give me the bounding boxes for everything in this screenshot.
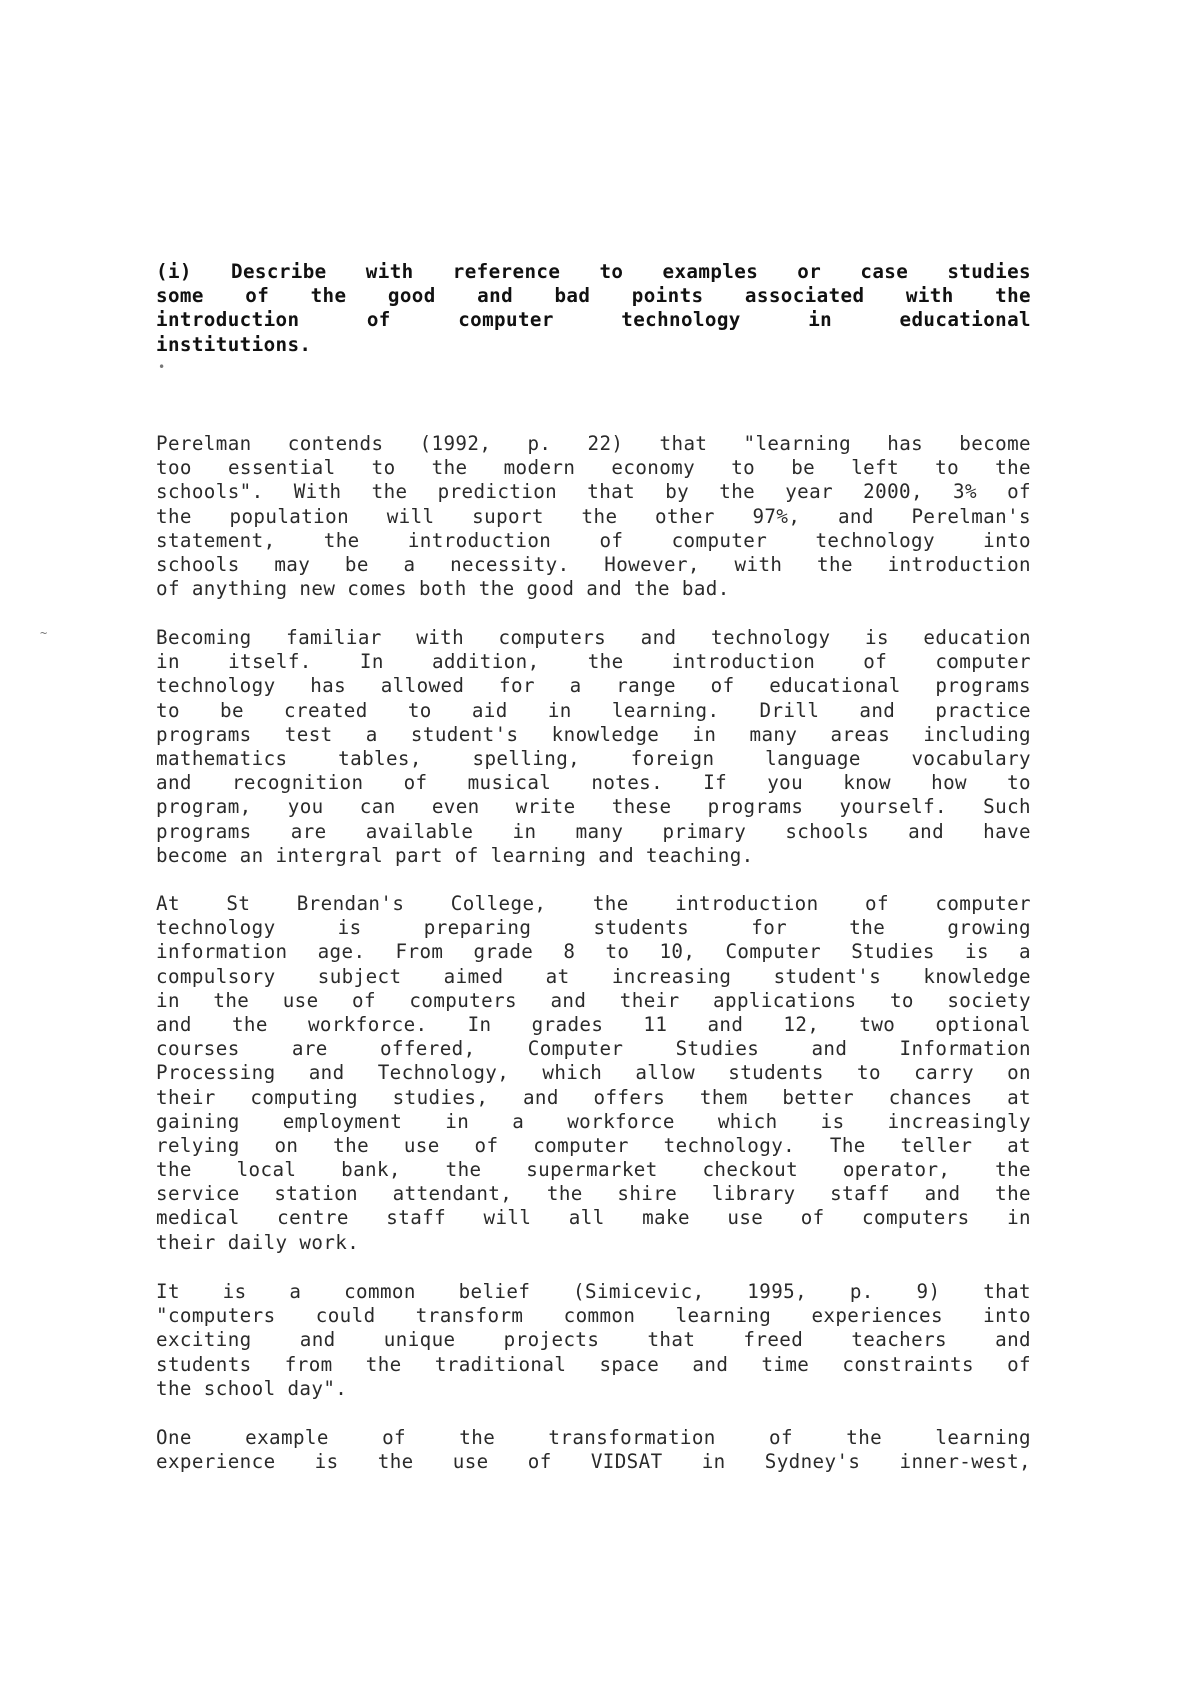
question-heading <box>156 260 1031 357</box>
paragraph-line: courses are offered, Computer Studies and Information <box>156 1037 1031 1061</box>
paragraph-line: the population will suport the other 97%, and Perelman's <box>156 504 1031 528</box>
paragraph-4 <box>156 1280 1031 1401</box>
question-line: (i) Describe with reference to examples or case studies <box>156 260 1031 283</box>
paragraph-line: technology has allowed for a range of educational programs <box>156 674 1031 698</box>
paragraph-line: to be created to aid in learning. Drill and practice <box>156 698 1031 722</box>
paragraph-line: compulsory subject aimed at increasing student's knowledge <box>156 964 1031 988</box>
paragraph-line: "computers could transform common learning experiences into <box>156 1304 1031 1328</box>
paragraph-line: relying on the use of computer technology. The teller at <box>156 1133 1031 1157</box>
paragraph-line: become an intergral part of learning and teaching. <box>156 843 754 867</box>
paragraph-line: statement, the introduction of computer technology into <box>156 528 1031 552</box>
paragraph-line: and the workforce. In grades 11 and 12, two optional <box>156 1012 1031 1036</box>
paragraph-line: the school day". <box>156 1376 348 1400</box>
paragraph-line: It is a common belief (Simicevic, 1995, p. 9) that <box>156 1280 1031 1303</box>
paragraph-line: information age. From grade 8 to 10, Computer Studies is a <box>156 940 1031 964</box>
paragraph-3 <box>156 892 1031 1255</box>
paragraph-line: Processing and Technology, which allow students to carry on <box>156 1061 1031 1085</box>
paragraph-1 <box>156 432 1031 601</box>
paragraph-line: gaining employment in a workforce which is increasingly <box>156 1109 1031 1133</box>
paragraph-line: At St Brendan's College, the introduction of computer <box>156 892 1031 915</box>
paragraph-line: their daily work. <box>156 1230 360 1254</box>
question-line: introduction of computer technology in educational <box>156 308 1031 332</box>
paragraph-line: Becoming familiar with computers and technology is education <box>156 626 1031 649</box>
paragraph-line: and recognition of musical notes. If you know how to <box>156 771 1031 795</box>
paragraph-line: mathematics tables, spelling, foreign language vocabulary <box>156 746 1031 770</box>
paragraph-line: experience is the use of VIDSAT in Sydney's inner-west, <box>156 1450 1031 1474</box>
question-line: some of the good and bad points associated with the <box>156 284 1031 308</box>
paragraph-line: of anything new comes both the good and the bad. <box>156 577 730 601</box>
paragraph-line: programs are available in many primary schools and have <box>156 819 1031 843</box>
paragraph-line: program, you can even write these programs yourself. Such <box>156 795 1031 819</box>
paragraph-line: programs test a student's knowledge in many areas including <box>156 722 1031 746</box>
scan-mark: ~ <box>40 626 48 640</box>
paragraph-line: in the use of computers and their applications to society <box>156 988 1031 1012</box>
paragraph-line: One example of the transformation of the learning <box>156 1426 1031 1449</box>
paragraph-line: medical centre staff will all make use of computers in <box>156 1206 1031 1230</box>
paragraph-line: exciting and unique projects that freed teachers and <box>156 1328 1031 1352</box>
paragraph-line: too essential to the modern economy to be left to the <box>156 456 1031 480</box>
paragraph-line: service station attendant, the shire library staff and the <box>156 1182 1031 1206</box>
paragraph-line: schools may be a necessity. However, with the introduction <box>156 552 1031 576</box>
paragraph-line: technology is preparing students for the growing <box>156 916 1031 940</box>
paragraph-line: students from the traditional space and time constraints of <box>156 1352 1031 1376</box>
question-line: institutions. <box>156 332 312 356</box>
paragraph-5 <box>156 1426 1031 1474</box>
paragraph-2 <box>156 626 1031 868</box>
paragraph-line: schools". With the prediction that by the year 2000, 3% of <box>156 480 1031 504</box>
paragraph-line: their computing studies, and offers them better chances at <box>156 1085 1031 1109</box>
paragraph-line: in itself. In addition, the introduction of computer <box>156 650 1031 674</box>
paragraph-line: the local bank, the supermarket checkout operator, the <box>156 1158 1031 1182</box>
scan-mark: • <box>158 360 166 374</box>
paragraph-line: Perelman contends (1992, p. 22) that "learning has become <box>156 432 1031 455</box>
